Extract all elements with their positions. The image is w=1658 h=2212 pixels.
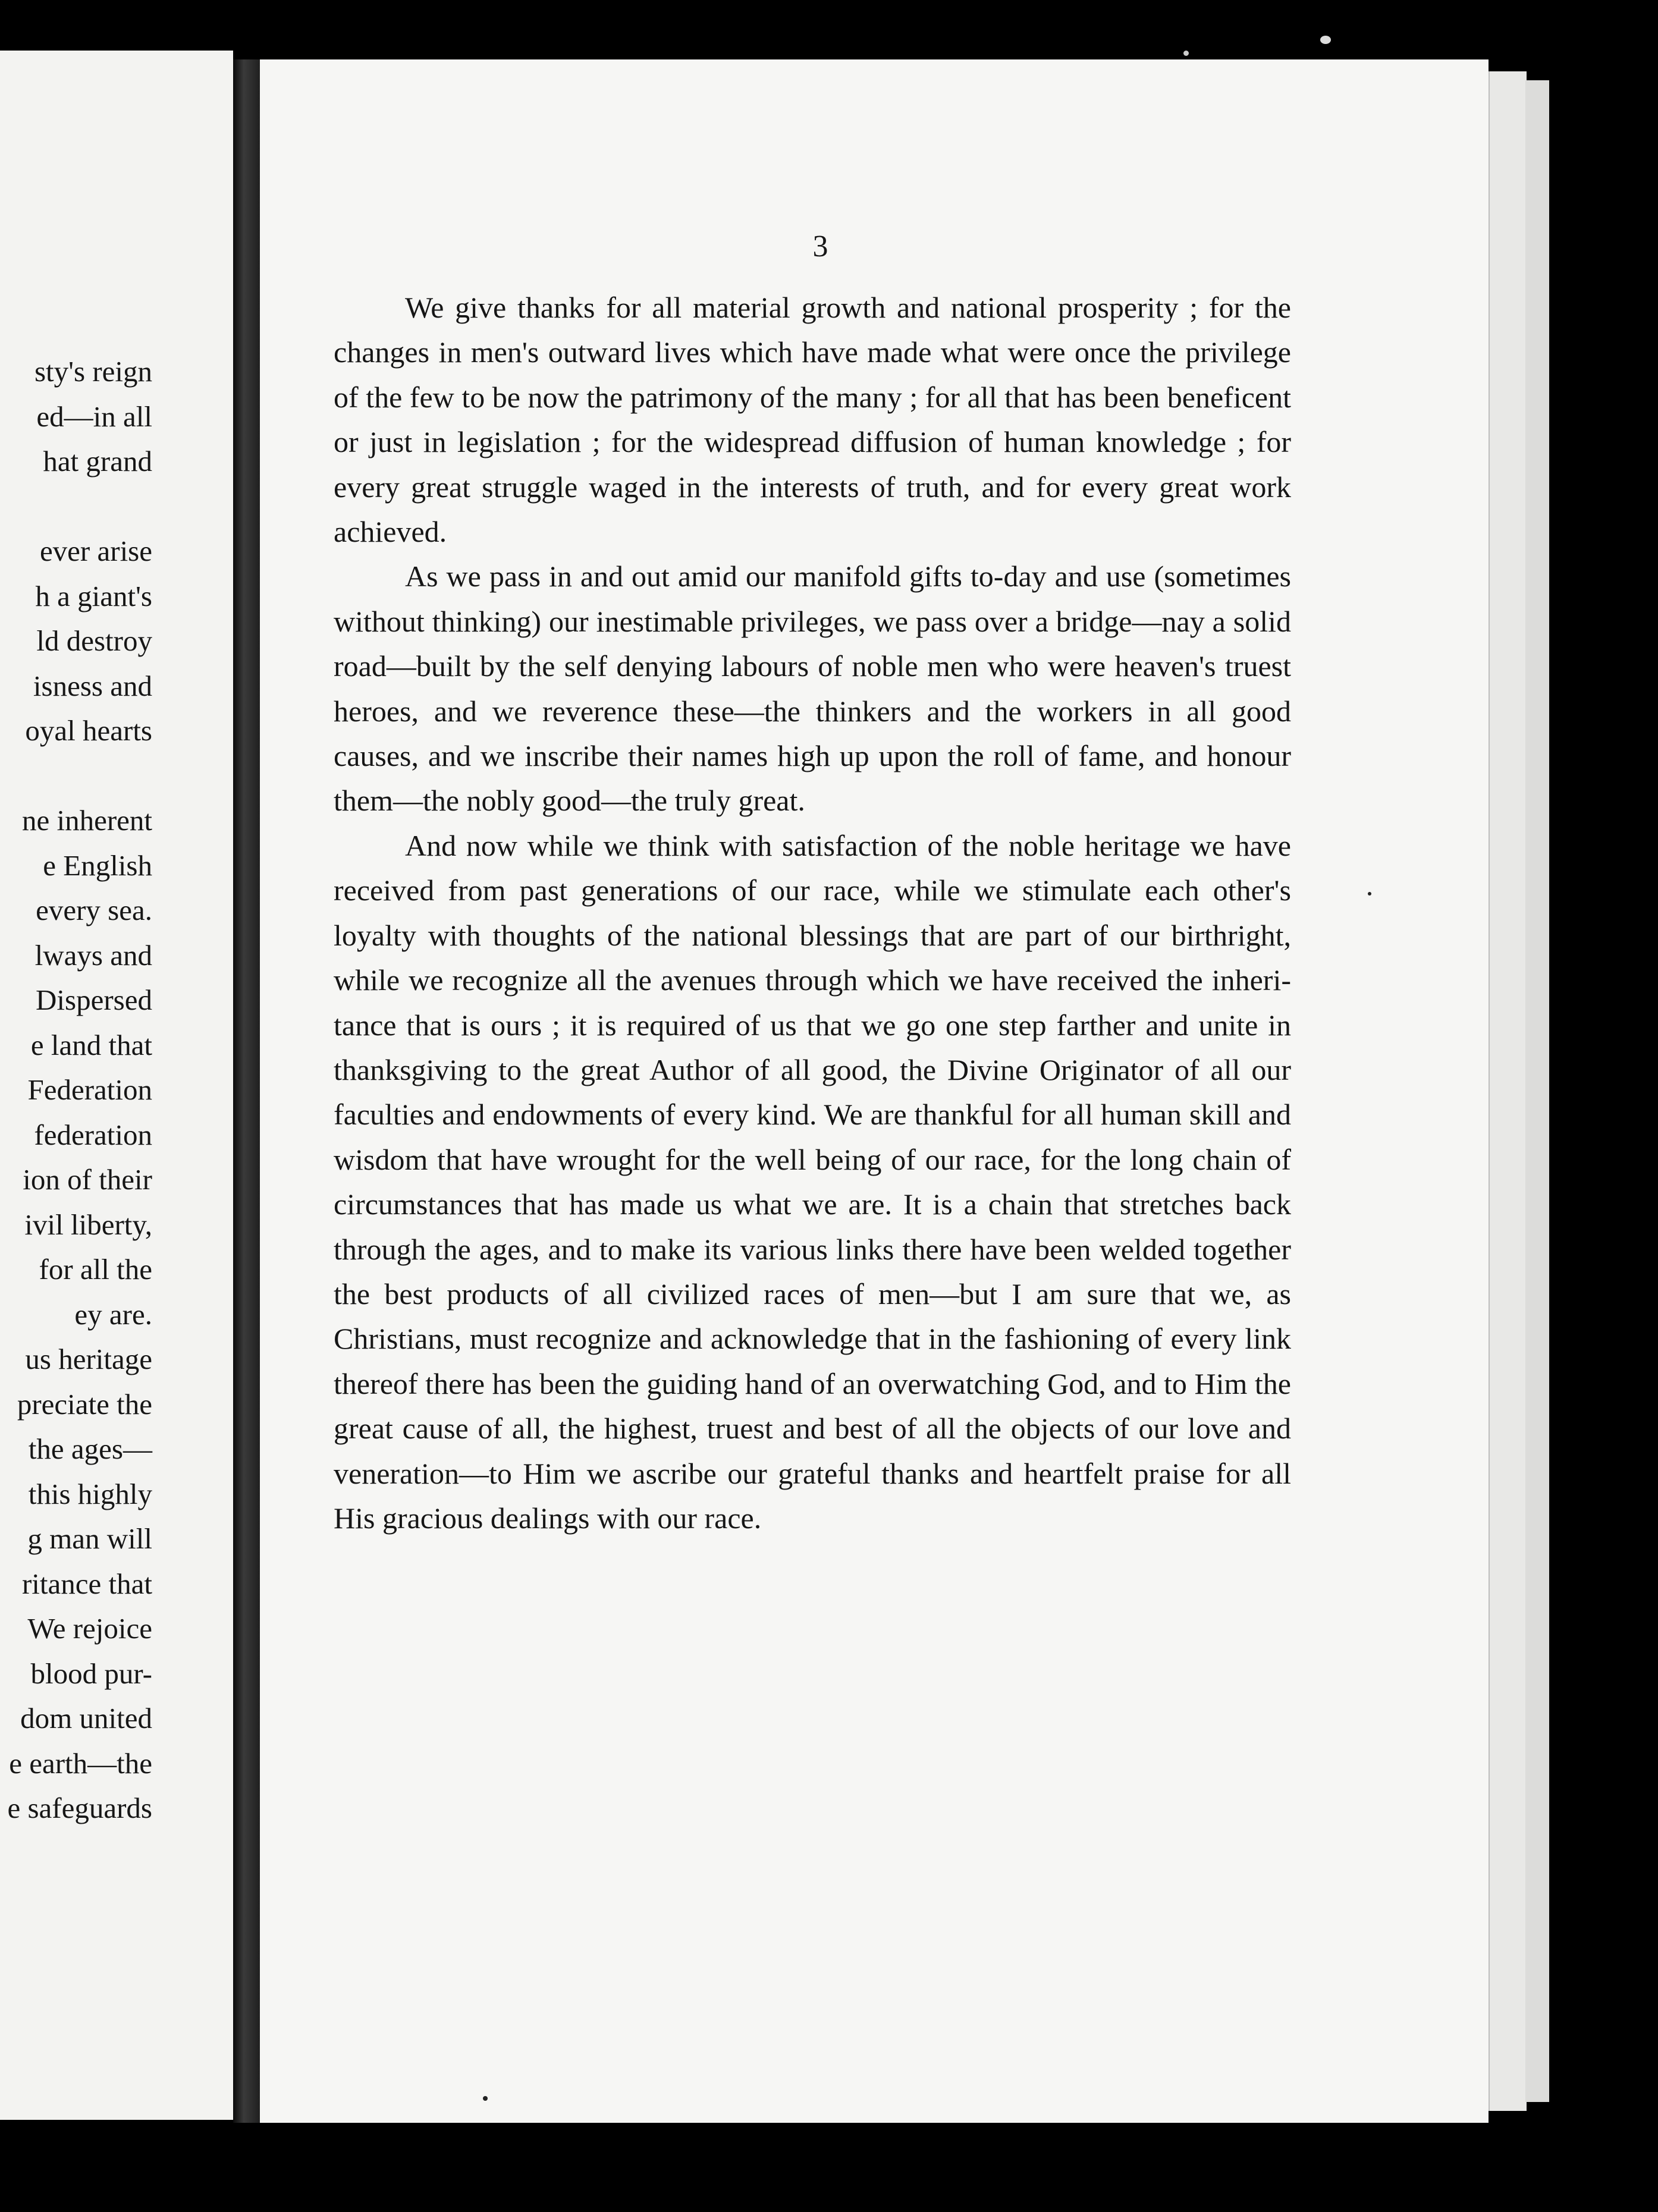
previous-page-line: ritance that — [21, 1567, 152, 1600]
previous-page-line: preciate the — [17, 1387, 152, 1421]
previous-page-line: Dispersed — [36, 984, 152, 1016]
previous-page-line: e English — [43, 849, 152, 882]
previous-page-line — [0, 753, 152, 799]
previous-page-line: dom united — [20, 1702, 152, 1735]
previous-page-line: sty's reign — [34, 355, 152, 388]
previous-page-line: We rejoice — [27, 1612, 152, 1645]
previous-page-line: ever arise — [39, 535, 152, 567]
previous-page-line: ne inherent — [21, 804, 152, 837]
page-edge-back — [1525, 80, 1549, 2102]
scan-speck — [1368, 892, 1371, 896]
book-gutter — [233, 59, 260, 2123]
previous-page-line: e land that — [30, 1028, 152, 1061]
previous-page-line: for all the — [39, 1253, 152, 1286]
previous-page-line: ion of their — [23, 1163, 152, 1196]
paragraph-thanks-growth: We give thanks for all material growth and national prosperity ; for the changes in men's outward lives which have made what were once the privilege of the few to be now the patrimony of the many ; for all that has been beneficent or just in legislation ; for the widespread diffusion of human knowledge ; for every great struggle waged in the interests of truth, and for every great work achieved. — [334, 291, 1291, 549]
previous-page-line: ld destroy — [36, 624, 152, 657]
previous-page-line: this highly — [28, 1477, 152, 1510]
previous-page-line: h a giant's — [35, 579, 152, 612]
previous-page-line: Federation — [27, 1073, 152, 1106]
previous-page-line: blood pur- — [30, 1657, 152, 1690]
previous-page-line: us heritage — [25, 1343, 152, 1375]
previous-page-line: e safeguards — [7, 1792, 152, 1824]
page-number: 3 — [812, 230, 829, 263]
page-edge — [1489, 71, 1527, 2111]
previous-page-text — [0, 349, 152, 1831]
previous-page-line: e earth—the — [9, 1746, 152, 1780]
paragraph-heritage-author: And now while we think with satisfaction of the noble heritage we have received from past generations of our race, while we stimulate each other's loyalty with thoughts of the national blessings that are part of our birthright, while we recognize all the avenues through which we have received the inheritance that is ours ; it is required of us that we go one step farther and unite in thanksgiving to the great Author of all good, the Divine Originator of all our faculties and endowments of every kind. We are thankful for all human skill and wisdom that have wrought for the well being of our race, for the long chain of circumstances that has made us what we are. It is a chain that stretches back through the ages, and to make its various links there have been welded together the best products of all civilized races of men—but I am sure that we, as Christians, must recognize and acknowledge that in the fashioning of every link thereof there has been the guiding hand of an overwatching God, and to Him the great cause of all, the highest, truest and best of all the objects of our love and veneration—to Him we ascribe our grateful thanks and heartfelt praise for all His gracious dealings with our race. — [334, 828, 1291, 1535]
scan-speck — [1183, 51, 1189, 56]
current-page — [260, 59, 1489, 2123]
previous-page-line: ivil liberty, — [24, 1208, 152, 1241]
previous-page-line: lways and — [34, 938, 152, 972]
previous-page-line — [0, 484, 152, 529]
previous-page-line: ey are. — [74, 1297, 152, 1331]
scan-speck — [483, 2096, 488, 2101]
previous-page-line: every sea. — [36, 894, 152, 926]
previous-page-line: hat grand — [43, 445, 152, 477]
previous-page-line: ed—in all — [36, 400, 152, 433]
previous-page-line: g man will — [27, 1522, 152, 1555]
previous-page-line: the ages— — [28, 1432, 152, 1465]
previous-page-line: federation — [34, 1118, 152, 1151]
previous-page-fragment — [0, 51, 233, 2120]
paragraph-bridge-heroes: As we pass in and out amid our manifold gifts to-day and use (sometimes without thinking) our inestimable privileges, we pass over a bridge—nay a solid road—built by the self denying labours of noble men who were heaven's truest heroes, and we reverence these—the thinkers and the workers in all good causes, and we inscribe their names high up upon the roll of fame, and honour them—the nobly good—the truly great. — [334, 560, 1291, 818]
previous-page-line: oyal hearts — [25, 714, 152, 747]
page-body — [334, 285, 1291, 1541]
scan-speck — [1320, 36, 1331, 44]
previous-page-line: isness and — [33, 669, 152, 702]
